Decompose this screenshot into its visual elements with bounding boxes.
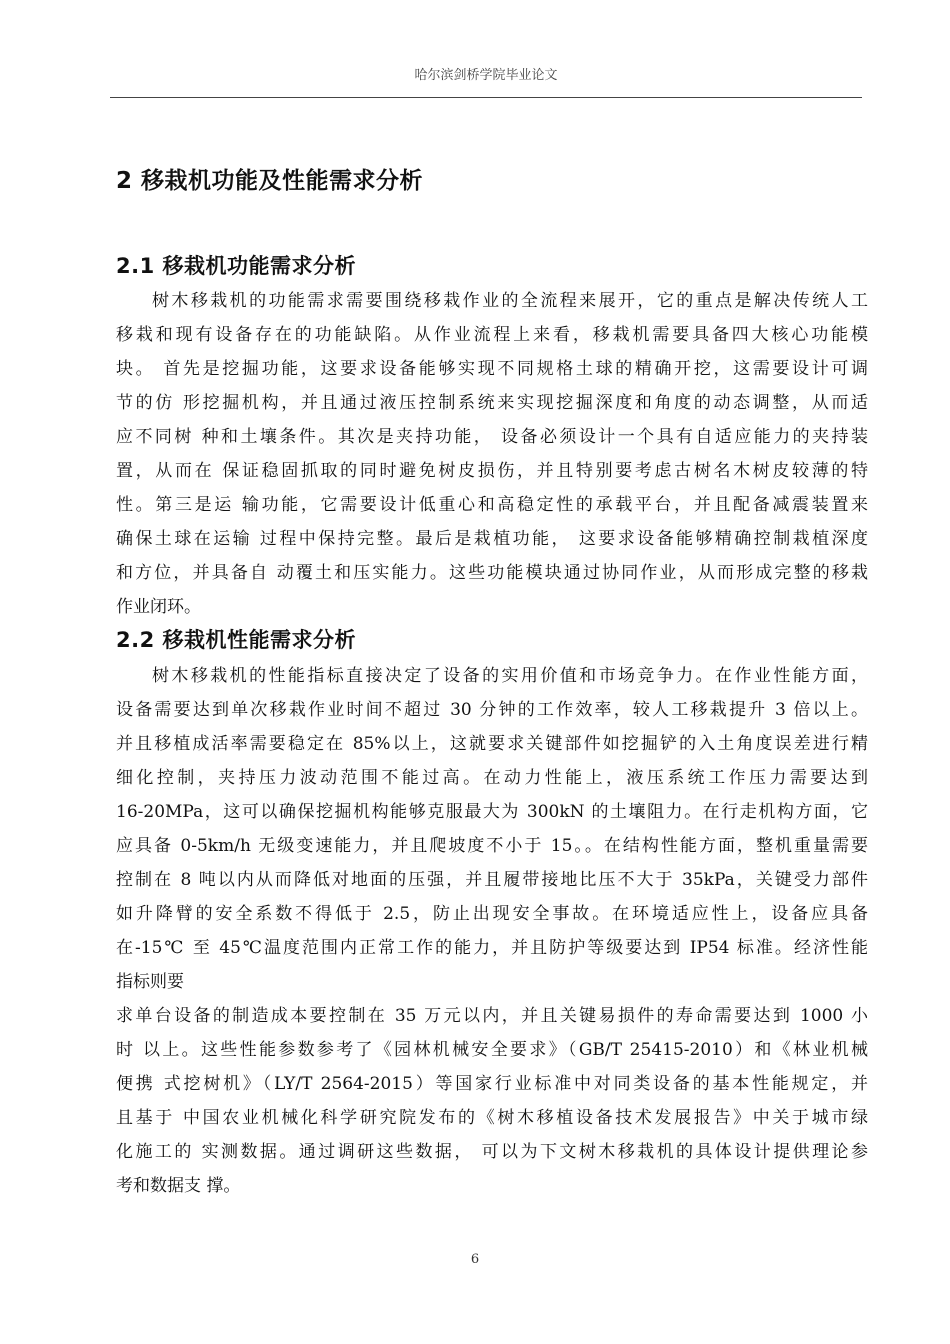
text-line: 置，从而在 保证稳固抓取的同时避免树皮损伤，并且特别要考虑古树名木树皮较薄的特: [116, 461, 868, 481]
text-line: 16-20MPa，这可以确保挖掘机构能够克服最大为 300kN 的土壤阻力。在行走机构方面，它: [116, 802, 868, 822]
chapter-heading: 2 移栽机功能及性能需求分析: [116, 168, 424, 194]
text-line: 块。 首先是挖掘功能，这要求设备能够实现不同规格土球的精确开挖，这需要设计可调: [116, 359, 868, 379]
text-line: 移栽和现有设备存在的功能缺陷。从作业流程上来看，移栽机需要具备四大核心功能模: [116, 325, 868, 345]
text-line: 树木移栽机的性能指标直接决定了设备的实用价值和市场竞争力。在作业性能方面，: [152, 666, 868, 686]
section-heading-2-1: 2.1 移栽机功能需求分析: [116, 254, 357, 278]
header-divider: [110, 97, 862, 98]
text-line: 时 以上。这些性能参数参考了《园林机械安全要求》（GB/T 25415-2010）和《林业机械: [116, 1040, 868, 1060]
page-header-title: 哈尔滨剑桥学院毕业论文: [414, 68, 558, 83]
text-line: 应具备 0-5km/h 无级变速能力，并且爬坡度不小于 15。。在结构性能方面，整机重量需要: [116, 836, 868, 856]
text-line: 在-15℃ 至 45℃温度范围内正常工作的能力，并且防护等级要达到 IP54 标准。经济性能: [116, 938, 868, 958]
text-line: 性。第三是运 输功能，它需要设计低重心和高稳定性的承载平台，并且配备减震装置来: [116, 495, 868, 515]
text-line: 并且移植成活率需要稳定在 85%以上，这就要求关键部件如挖掘铲的入土角度误差进行精: [116, 734, 868, 754]
text-line: 且基于 中国农业机械化科学研究院发布的《树木移植设备技术发展报告》中关于城市绿: [116, 1108, 868, 1128]
text-line: 考和数据支 撑。: [116, 1176, 241, 1196]
text-line: 便携 式挖树机》（LY/T 2564-2015）等国家行业标准中对同类设备的基本性能规定，并: [116, 1074, 868, 1094]
text-line: 应不同树 种和土壤条件。其次是夹持功能， 设备必须设计一个具有自适应能力的夹持装: [116, 427, 868, 447]
text-line: 确保土球在运输 过程中保持完整。最后是栽植功能， 这要求设备能够精确控制栽植深度: [116, 529, 868, 549]
section-2-2-paragraph: [116, 659, 868, 1203]
text-line: 控制在 8 吨以内从而降低对地面的压强，并且履带接地比压不大于 35kPa，关键受力部件: [116, 870, 868, 890]
page-number: 6: [470, 1252, 480, 1267]
text-line: 如升降臂的安全系数不得低于 2.5，防止出现安全事故。在环境适应性上，设备应具备: [116, 904, 868, 924]
text-line: 设备需要达到单次移栽作业时间不超过 30 分钟的工作效率，较人工移栽提升 3 倍以上。: [116, 700, 868, 720]
text-line: 指标则要: [116, 972, 184, 992]
text-line: 树木移栽机的功能需求需要围绕移栽作业的全流程来展开，它的重点是解决传统人工: [152, 291, 868, 311]
text-line: 节的仿 形挖掘机构，并且通过液压控制系统来实现挖掘深度和角度的动态调整，从而适: [116, 393, 868, 413]
section-2-1-paragraph: [116, 284, 868, 624]
text-line: 求单台设备的制造成本要控制在 35 万元以内，并且关键易损件的寿命需要达到 1000 小: [116, 1006, 868, 1026]
section-heading-2-2: 2.2 移栽机性能需求分析: [116, 628, 357, 652]
text-line: 和方位，并具备自 动覆土和压实能力。这些功能模块通过协同作业，从而形成完整的移栽: [116, 563, 868, 583]
text-line: 作业闭环。: [116, 597, 201, 617]
text-line: 化施工的 实测数据。通过调研这些数据， 可以为下文树木移栽机的具体设计提供理论参: [116, 1142, 868, 1162]
text-line: 细化控制，夹持压力波动范围不能过高。在动力性能上，液压系统工作压力需要达到: [116, 768, 868, 788]
